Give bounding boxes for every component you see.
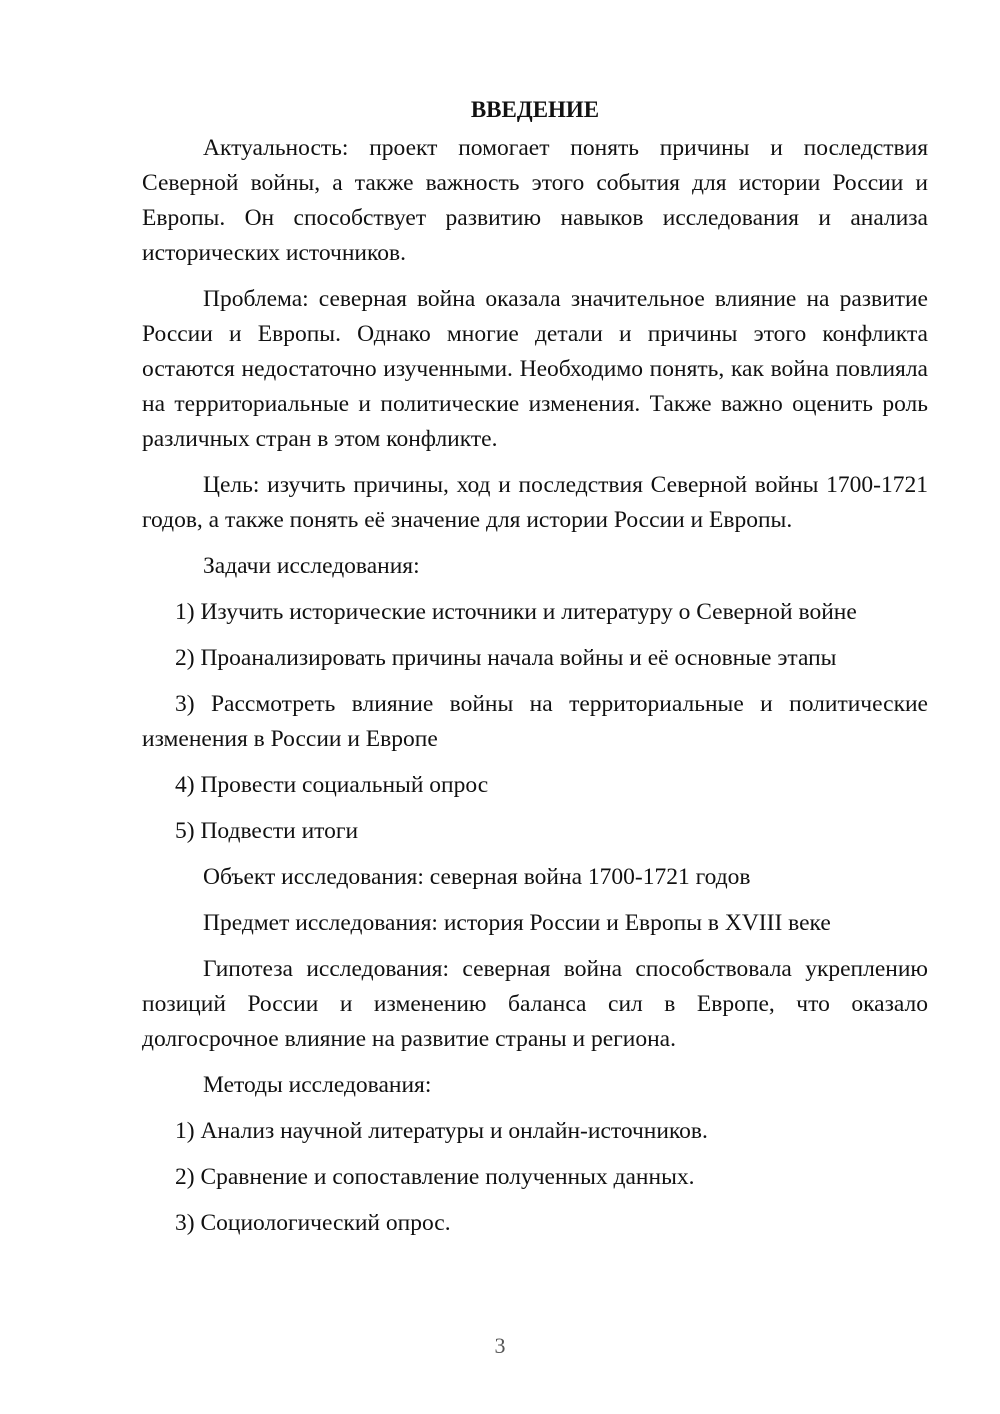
relevance-paragraph: Актуальность: проект помогает понять причины и последствия Северной войны, а также важность этого события для истории России и Европы. Он способствует развитию навыков исследования и анализа исторических источников. — [142, 135, 928, 266]
method-item: 1) Анализ научной литературы и онлайн-источников. — [175, 1118, 708, 1144]
tasks-heading: Задачи исследования: — [203, 553, 420, 579]
method-item: 2) Сравнение и сопоставление полученных данных. — [175, 1164, 695, 1190]
problem-paragraph: Проблема: северная война оказала значительное влияние на развитие России и Европы. Однако многие детали и причины этого конфликта остаются недостаточно изученными. Необходимо понять, как война повлияла на территориальные и политические изменения. Также важно оценить роль различных стран в этом конфликте. — [142, 286, 928, 452]
hypothesis-paragraph: Гипотеза исследования: северная война способствовала укреплению позиций России и изменению баланса сил в Европе, что оказало долгосрочное влияние на развитие страны и региона. — [142, 956, 928, 1052]
task-item: 5) Подвести итоги — [175, 818, 359, 844]
page-number: 3 — [494, 1333, 506, 1358]
page-title: ВВЕДЕНИЕ — [470, 97, 600, 122]
object-line: Объект исследования: северная война 1700-1721 годов — [203, 864, 751, 890]
task-item: 1) Изучить исторические источники и литературу о Северной войне — [175, 599, 857, 625]
task-item: 4) Провести социальный опрос — [175, 772, 489, 798]
subject-line: Предмет исследования: история России и Европы в XVIII веке — [203, 910, 831, 936]
methods-heading: Методы исследования: — [203, 1072, 432, 1098]
task-item: 3) Рассмотреть влияние войны на территориальные и политические изменения в России и Европе — [142, 691, 928, 752]
goal-paragraph: Цель: изучить причины, ход и последствия Северной войны 1700-1721 годов, а также понять её значение для истории России и Европы. — [142, 472, 928, 533]
document-page — [142, 92, 928, 1252]
method-item: 3) Социологический опрос. — [175, 1210, 451, 1236]
task-item: 2) Проанализировать причины начала войны и её основные этапы — [175, 645, 837, 671]
